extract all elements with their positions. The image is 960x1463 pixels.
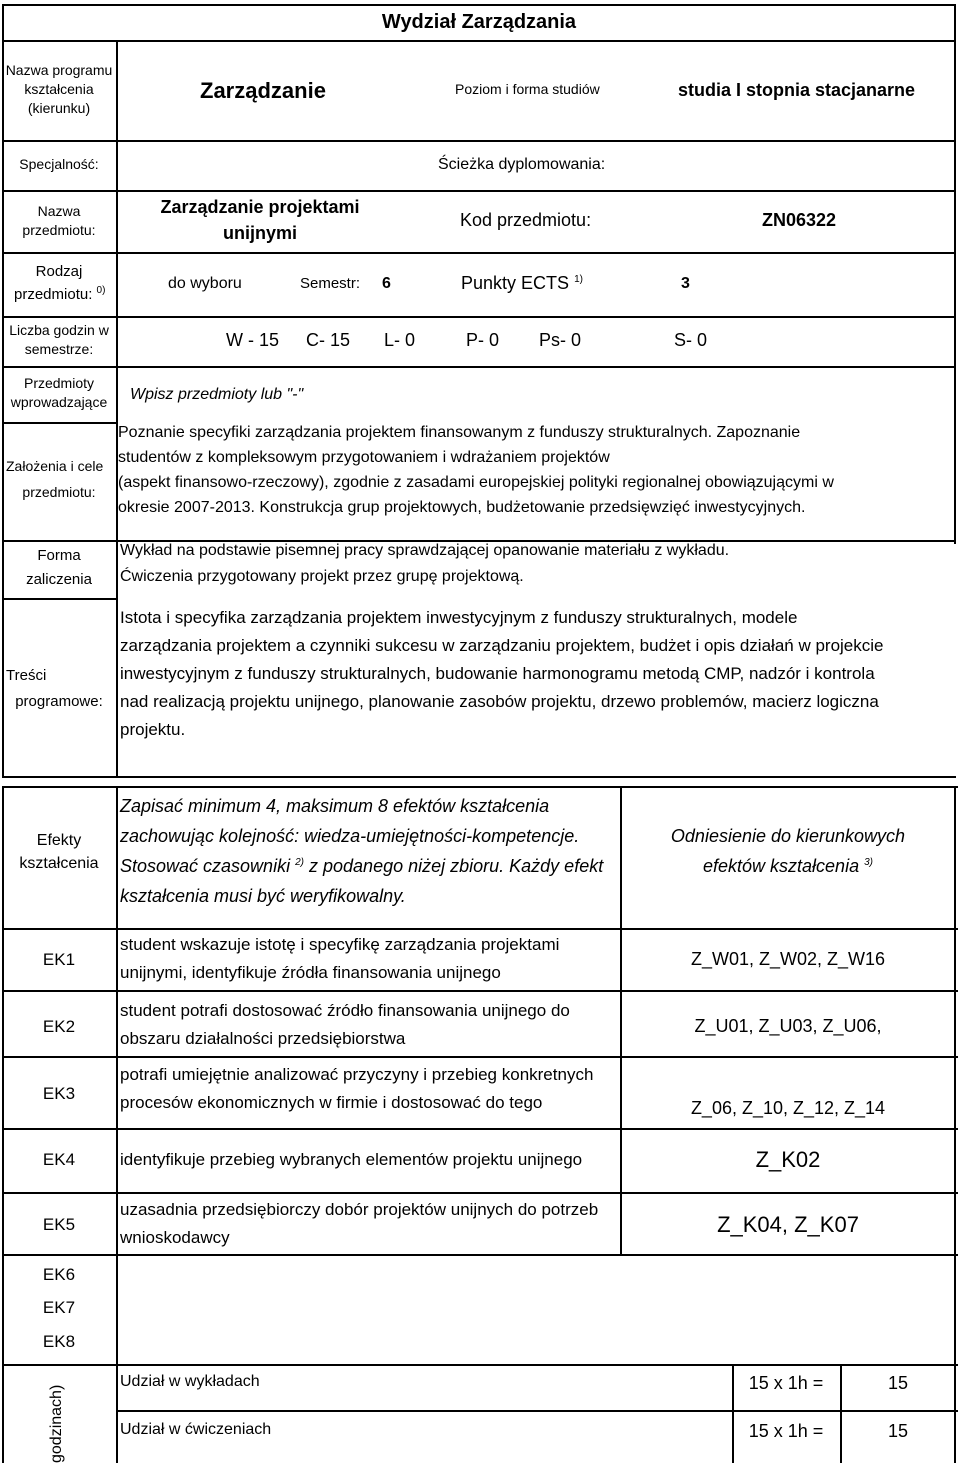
type-value: do wyboru [168,275,242,292]
program-label-1: Nazwa programu [5,62,113,78]
ects-sup: 1) [574,274,583,285]
code-value: ZN06322 [762,210,837,230]
workload-row2-calc: 15 x 1h = [748,1421,824,1441]
type-label-2: przedmiotu: [14,286,93,303]
hours-label-1: Liczba godzin w [9,322,109,338]
content-line-2: zarządzania projektem a czynniki sukcesu w zarządzaniu projektem, budżet i opis działań w projekcie [120,636,884,655]
semester-label: Semestr: [300,275,361,292]
specialty-label: Specjalność: [19,156,99,172]
type-label-sup: 0) [96,285,106,296]
effects-ref-sup: 3) [864,857,873,868]
workload-row2-total: 15 [887,1421,909,1441]
subject-name-1: Zarządzanie projektami [160,197,360,217]
hours-w: W - 15 [226,330,280,350]
prereq-value: Wpisz przedmioty lub "-" [130,386,304,403]
ek5-line-2: wnioskodawcy [120,1228,230,1247]
hours-l: L- 0 [384,330,416,350]
ek4-line-1: identyfikuje przebieg wybranych elementów projektu unijnego [120,1150,583,1169]
assessment-label-1: Forma [37,547,81,564]
effects-label-1: Efekty [36,832,82,849]
ek5-line-1: uzasadnia przedsiębiorczy dobór projektów unijnych do potrzeb [120,1200,599,1219]
type-label-1: Rodzaj [35,263,83,280]
ek2-id: EK2 [42,1017,76,1036]
code-label: Kod przedmiotu: [460,210,592,230]
hours-label-2: semestrze: [24,341,94,357]
subject-label-1: Nazwa [37,203,81,219]
content-label-1: Treści [6,667,47,684]
level-value: studia I stopnia stacjanarne [678,80,916,100]
ek5-id: EK5 [42,1215,76,1234]
subject-name-2: unijnymi [222,223,297,243]
ek7-id: EK7 [42,1298,76,1317]
workload-row1-calc: 15 x 1h = [748,1373,824,1393]
goals-line-2: studentów z kompleksowym przygotowaniem i wdrażaniem projektów [118,449,610,466]
ek1-ref: Z_W01, Z_W02, Z_W16 [690,949,886,969]
hours-p: P- 0 [466,330,500,350]
assessment-label-2: zaliczenia [26,571,92,588]
content-line-3: inwestycyjnym z funduszy strukturalnych, budowanie harmonogramu metodą CMP, nadzór i kontrola [120,664,875,683]
ek3-ref: Z_06, Z_10, Z_12, Z_14 [690,1098,886,1118]
ek6-id: EK6 [42,1265,76,1284]
ek2-line-1: student potrafi dostosować źródło finansowania unijnego do [120,1001,570,1020]
goals-line-3: (aspekt finansowo-rzeczowy), zgodnie z zasadami europejskiej polityki regionalnej obowiązującymi w [118,474,834,491]
content-line-5: projektu. [120,720,186,739]
ek4-id: EK4 [42,1150,76,1169]
goals-label-1: Założenia i cele [6,458,104,474]
ek1-line-2: unijnymi, identyfikuje źródła finansowania unijnego [120,963,501,982]
ek3-line-1: potrafi umiejętnie analizować przyczyny i przebieg konkretnych [120,1065,594,1084]
effects-instr-3b: z podanego niżej zbioru. Każdy efekt [309,856,604,876]
path-label: Ścieżka dyplomowania: [438,156,606,173]
ects-label: Punkty ECTS [461,273,570,293]
assessment-line-1: Wykład na podstawie pisemnej pracy sprawdzającej opanowanie materiału z wykładu. [120,542,730,559]
faculty-title: Wydział Zarządzania [381,11,577,33]
effects-ref-1: Odniesienie do kierunkowych [670,826,906,846]
content-line-1: Istota i specyfika zarządzania projektem inwestycyjnym z funduszy strukturalnych, modele [120,608,798,627]
ek4-ref: Z_K02 [755,1147,821,1172]
workload-row1-label: Udział w wykładach [120,1373,260,1390]
prereq-label-1: Przedmioty [23,375,95,391]
program-label-3: (kierunku) [27,100,91,116]
content-label-2: programowe: [15,693,103,710]
effects-instr-1: Zapisać minimum 4, maksimum 8 efektów kształcenia [120,796,550,816]
ek1-line-1: student wskazuje istotę i specyfikę zarządzania projektami [120,935,560,954]
semester-value: 6 [382,275,391,292]
effects-instr-3 [120,856,603,878]
ek3-id: EK3 [42,1084,76,1103]
hours-s: S- 0 [674,330,708,350]
ek8-id: EK8 [42,1332,76,1351]
ects-label-wrap [461,273,583,295]
goals-label-2: przedmiotu: [22,484,96,500]
prereq-label-2: wprowadzające [10,394,108,410]
effects-instr-4: kształcenia musi być weryfikowalny. [120,886,406,906]
workload-side-label: godzinach) [48,1384,65,1463]
hours-ps: Ps- 0 [539,330,582,350]
effects-instr-sup: 2) [295,857,304,868]
effects-instr-2: zachowując kolejność: wiedza-umiejętności-kompetencje. [120,826,580,846]
ek3-line-2: procesów ekonomicznych w firmie i dostosować do tego [120,1093,543,1112]
level-label: Poziom i forma studiów [455,81,600,97]
effects-ref-2: efektów kształcenia [703,856,860,876]
goals-line-1: Poznanie specyfiki zarządzania projektem finansowanym z funduszy strukturalnych. Zapoznanie [118,424,801,441]
effects-label-2: kształcenia [19,855,99,872]
hours-c: C- 15 [306,330,351,350]
program-name: Zarządzanie [200,78,326,103]
ek2-line-2: obszaru działalności przedsiębiorstwa [120,1029,406,1048]
subject-label-2: przedmiotu: [22,222,96,238]
ects-value: 3 [681,275,690,292]
ek5-ref: Z_K04, Z_K07 [717,1212,859,1237]
type-label-2-wrap [14,285,105,304]
program-label-2: kształcenia [24,81,94,97]
effects-instr-3a: Stosować czasowniki [120,856,291,876]
effects-ref-2-wrap [622,856,954,878]
ek1-id: EK1 [42,950,76,969]
ek2-ref: Z_U01, Z_U03, Z_U06, [694,1016,882,1036]
goals-line-4: okresie 2007-2013. Konstrukcja grup projektowych, budżetowanie przedsięwzięć inwestycyjnych. [118,499,806,516]
assessment-line-2: Ćwiczenia przygotowany projekt przez grupę projektową. [120,568,524,585]
workload-row1-total: 15 [887,1373,909,1393]
content-line-4: nad realizacją projektu unijnego, planowanie zasobów projektu, drzewo problemów, macierz logiczna [120,692,879,711]
workload-row2-label: Udział w ćwiczeniach [120,1421,272,1438]
